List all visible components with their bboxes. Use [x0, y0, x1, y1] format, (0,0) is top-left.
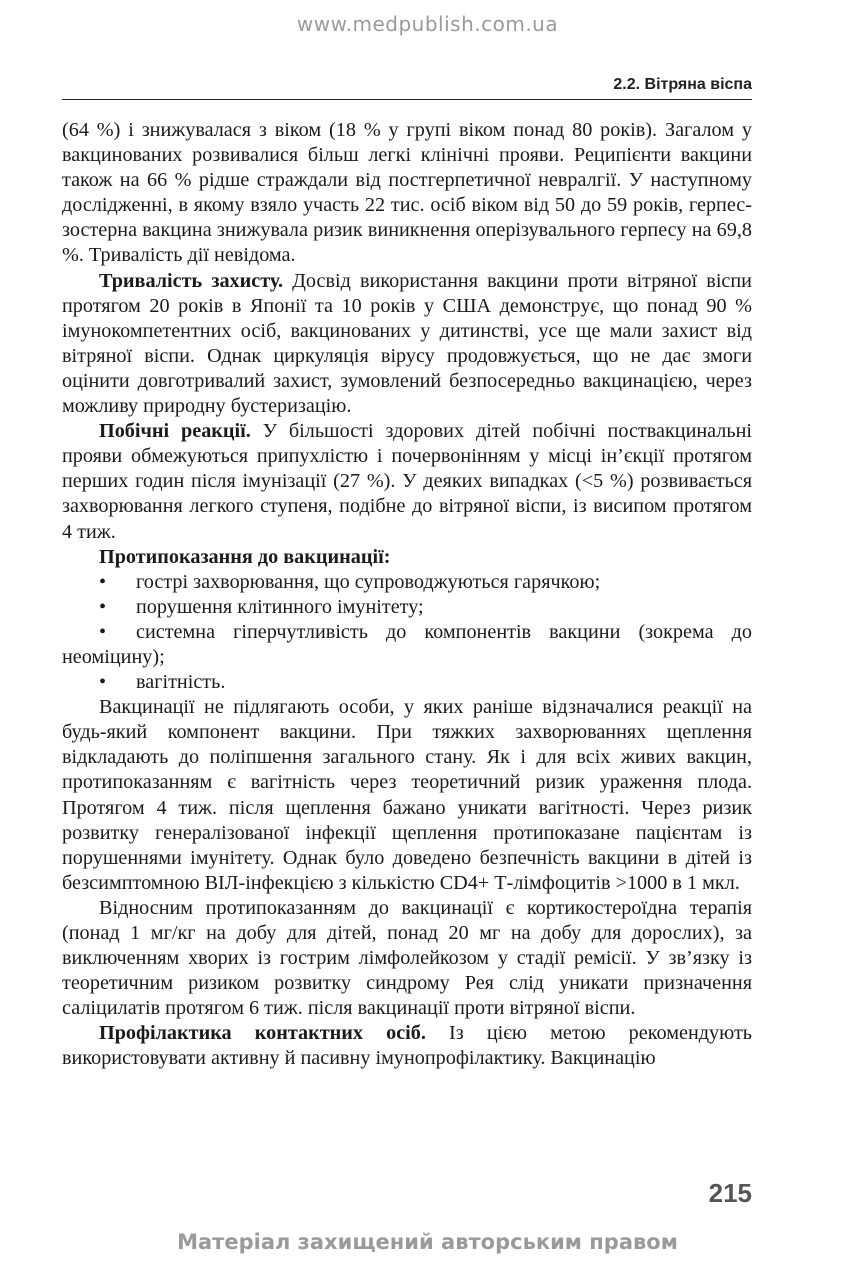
paragraph-relative-contraindication: Відносним протипоказанням до вакцинації є кортикостероїдна терапія (понад 1 мг/кг на добу для дітей, понад 20 мг на добу для дорослих), за виключенням хворих із гострим лімфолейкозом у стадії ремісії. У зв’язку із теоретичним ризиком розвитку синдрому Рея слід уникати призначення саліцилатів протягом 6 тиж. після вакцинації проти вітряної віспи. [62, 896, 752, 1020]
bullet-text: гострі захворювання, що супроводжуються гарячкою; [136, 570, 601, 593]
heading-protection-duration: Тривалість захисту. [99, 269, 284, 292]
bullet-item [62, 570, 752, 595]
page-number: 215 [708, 1178, 752, 1208]
header-rule [62, 99, 752, 100]
heading-side-effects: Побічні реакції. [99, 420, 251, 443]
bullet-item [62, 670, 752, 695]
paragraph-contraindications [62, 545, 752, 570]
bullet-text: системна гіперчутливість до компонентів вакцини (зокрема до неоміцину); [62, 620, 752, 668]
bullet-item [62, 595, 752, 620]
text-contact-prophylaxis: Із цією метою рекомендують використовувати активну й пасивну імунопрофілактику. Вакцинацію [62, 1022, 752, 1070]
heading-contraindications: Протипоказання до вакцинації: [99, 545, 391, 568]
bullet-item [62, 620, 752, 670]
paragraph-side-effects [62, 419, 752, 544]
bullet-icon: • [99, 671, 107, 694]
bullet-text: вагітність. [136, 671, 226, 694]
body-text [62, 118, 752, 1072]
bullet-text: порушення клітинного імунітету; [136, 595, 424, 618]
running-head: 2.2. Вітряна віспа [613, 76, 752, 93]
text-protection-duration: Досвід використання вакцини проти вітряної віспи протягом 20 років в Японії та 10 років у США демонструє, що понад 90 % імунокомпетентних осіб, вакцинованих у дитинстві, усе ще мали захист від вітряної віспи. Однак циркуляція вірусу продовжується, що не дає змоги оцінити довготривалий захист, зумовлений безпосередньо вакцинацією, через можливу природну бустеризацію. [62, 269, 752, 418]
watermark-bottom: Матеріал захищений авторським правом [177, 1230, 678, 1254]
heading-contact-prophylaxis: Профілактика контактних осіб. [99, 1022, 426, 1045]
paragraph-contact-prophylaxis [62, 1021, 752, 1071]
paragraph-protection-duration [62, 269, 752, 420]
watermark-top: www.medpublish.com.ua [296, 12, 559, 36]
paragraph-vaccination-exclusions: Вакцинації не підлягають особи, у яких раніше відзначалися реакції на будь-який компонент вакцини. При тяжких захворюваннях щеплення відкладають до поліпшення загального стану. Як і для всіх живих вакцин, протипоказанням є вагітність через теоретичний ризик ураження плода. Протягом 4 тиж. після щеплення бажано уникати вагітності. Через ризик розвитку генералізованої інфекції щеплення протипоказане пацієнтам із порушеннями імунітету. Однак було доведено безпечність вакцини в дітей із безсимптомною ВІЛ-інфекцією з кількістю CD4+ Т-лімфоцитів >1000 в 1 мкл. [62, 696, 752, 894]
bullet-icon: • [99, 620, 107, 643]
bullet-icon: • [99, 570, 107, 593]
paragraph-continued: (64 %) і знижувалася з віком (18 % у групі віком понад 80 років). Загалом у вакцинованих розвивалися більш легкі клінічні прояви. Реципієнти вакцини також на 66 % рідше страждали від постгерпетичної невралгії. У наступному дослідженні, в якому взяло участь 22 тис. осіб віком від 50 до 59 років, герпес-зостерна вакцина знижувала ризик виникнення оперізувального герпесу на 69,8 %. Тривалість дії невідома. [62, 119, 752, 267]
text-side-effects: У більшості здорових дітей побічні поствакцинальні прояви обмежуються припухлістю і почервонінням у місці ін’єкції протягом перших годин після імунізації (27 %). У деяких випадках (<5 %) розвивається захворювання легкого ступеня, подібне до вітряної віспи, із висипом протягом 4 тиж. [62, 420, 753, 543]
bullet-icon: • [99, 595, 107, 618]
